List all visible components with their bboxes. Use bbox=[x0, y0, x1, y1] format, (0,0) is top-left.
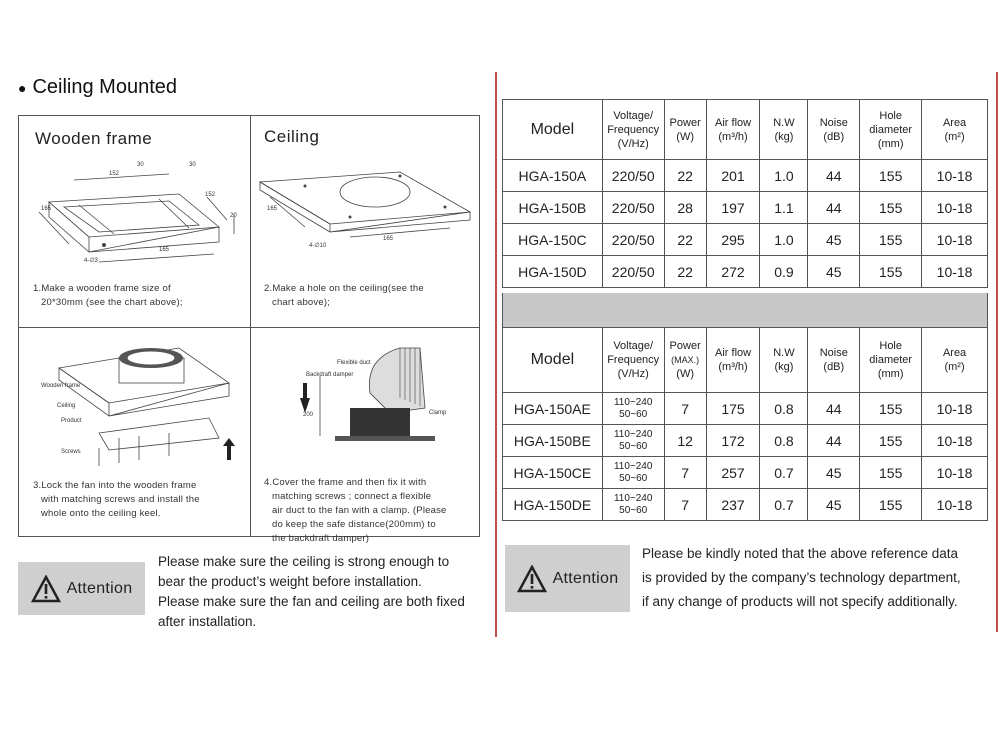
red-divider bbox=[495, 72, 497, 637]
wooden-frame-caption: 1.Make a wooden frame size of 20*30mm (see the chart above); bbox=[33, 283, 183, 308]
table-row: HGA-150BE 110~240 50~60 12 172 0.8 44 155 10-18 bbox=[503, 425, 988, 457]
warning-triangle-icon bbox=[31, 575, 61, 603]
table-separator-band bbox=[502, 293, 988, 327]
header-power: Power (W) bbox=[664, 100, 706, 160]
cover-frame-caption: 4.Cover the frame and then fix it with matching screws ; connect a flexible air duct to the fan with a clamp. (Please do keep the safe distance(200mm) to the backdraft damper) bbox=[264, 477, 447, 544]
dim-30a: 30 bbox=[137, 162, 144, 168]
header-model: Model bbox=[503, 328, 603, 393]
label-wooden-frame: Wooden frame bbox=[41, 383, 81, 389]
header-power: Power (MAX.) (W) bbox=[664, 328, 706, 393]
header-voltage: Voltage/ Frequency (V/Hz) bbox=[602, 100, 664, 160]
lock-fan-diagram bbox=[19, 338, 250, 468]
label-clamp: Clamp bbox=[429, 410, 447, 416]
table-header-row bbox=[503, 328, 988, 393]
table-row: HGA-150B 220/50 28 197 1.1 44 155 10-18 bbox=[503, 192, 988, 224]
table-row: HGA-150AE 110~240 50~60 7 175 0.8 44 155 10-18 bbox=[503, 393, 988, 425]
table-row: HGA-150DE 110~240 50~60 7 237 0.7 45 155 10-18 bbox=[503, 489, 988, 521]
table-row: HGA-150C 220/50 22 295 1.0 45 155 10-18 bbox=[503, 224, 988, 256]
header-nw: N.W (kg) bbox=[760, 328, 808, 393]
label-screws: Screws bbox=[61, 449, 81, 455]
label-distance-200: 200 bbox=[303, 412, 314, 418]
ceiling-dim-165a: 165 bbox=[267, 206, 278, 212]
ceiling-dim-165b: 165 bbox=[383, 236, 394, 242]
wooden-frame-diagram bbox=[19, 152, 250, 282]
installation-steps-grid bbox=[18, 115, 480, 544]
label-backdraft-damper: Backdraft damper bbox=[306, 372, 354, 378]
label-flexible-duct: Flexible duct bbox=[337, 360, 371, 366]
table-row: HGA-150CE 110~240 50~60 7 257 0.7 45 155 10-18 bbox=[503, 457, 988, 489]
warning-triangle-icon bbox=[517, 565, 547, 593]
table-header-row bbox=[503, 100, 988, 160]
ceiling-caption: 2.Make a hole on the ceiling(see the chart above); bbox=[264, 283, 424, 308]
header-voltage: Voltage/ Frequency (V/Hz) bbox=[602, 328, 664, 393]
header-hole: Hole diameter (mm) bbox=[860, 328, 922, 393]
label-product: Product bbox=[61, 418, 82, 424]
attention-box-right bbox=[505, 545, 630, 612]
cover-frame-diagram bbox=[250, 338, 480, 468]
dim-30b: 30 bbox=[189, 162, 196, 168]
ceiling-diagram bbox=[250, 152, 480, 282]
ceiling-dim-hole: 4-∅10 bbox=[309, 243, 327, 249]
bullet-icon: ● bbox=[18, 79, 27, 96]
attention-text-left: Please make sure the ceiling is strong enough to bear the product’s weight before installation. Please make sure the fan and ceiling are both fixed after installation. bbox=[158, 554, 465, 629]
ceiling-title: Ceiling bbox=[264, 127, 320, 146]
attention-text-right: Please be kindly noted that the above reference data is provided by the company’s technology department, if any change of products will not specify additionally. bbox=[642, 546, 961, 609]
section-heading bbox=[18, 76, 177, 99]
attention-label-left: Attention bbox=[66, 579, 133, 597]
header-airflow: Air flow (m³/h) bbox=[706, 100, 760, 160]
spec-table-2 bbox=[502, 327, 988, 521]
dim-20: 20 bbox=[230, 213, 237, 219]
attention-label-right: Attention bbox=[552, 569, 619, 587]
header-noise: Noise (dB) bbox=[808, 100, 860, 160]
dim-165a: 165 bbox=[41, 206, 52, 212]
header-model: Model bbox=[503, 100, 603, 160]
header-area: Area (m²) bbox=[922, 328, 988, 393]
header-nw: N.W (kg) bbox=[760, 100, 808, 160]
red-divider-right bbox=[996, 72, 998, 632]
spec-table-1 bbox=[502, 99, 988, 288]
header-area: Area (m²) bbox=[922, 100, 988, 160]
header-noise: Noise (dB) bbox=[808, 328, 860, 393]
table-row: HGA-150A 220/50 22 201 1.0 44 155 10-18 bbox=[503, 160, 988, 192]
section-heading-text: Ceiling Mounted bbox=[32, 76, 177, 98]
dim-165b: 165 bbox=[159, 247, 170, 253]
dim-hole-wood: 4-∅3 bbox=[84, 258, 98, 264]
lock-fan-caption: 3.Lock the fan into the wooden frame with matching screws and install the whole onto the ceiling keel. bbox=[33, 480, 200, 519]
attention-box-left bbox=[18, 562, 145, 615]
label-ceiling: Ceiling bbox=[57, 403, 76, 409]
header-hole: Hole diameter (mm) bbox=[860, 100, 922, 160]
header-airflow: Air flow (m³/h) bbox=[706, 328, 760, 393]
table-row: HGA-150D 220/50 22 272 0.9 45 155 10-18 bbox=[503, 256, 988, 288]
dim-152a: 152 bbox=[109, 171, 120, 177]
wooden-frame-title: Wooden frame bbox=[35, 129, 153, 148]
dim-152b: 152 bbox=[205, 192, 216, 198]
